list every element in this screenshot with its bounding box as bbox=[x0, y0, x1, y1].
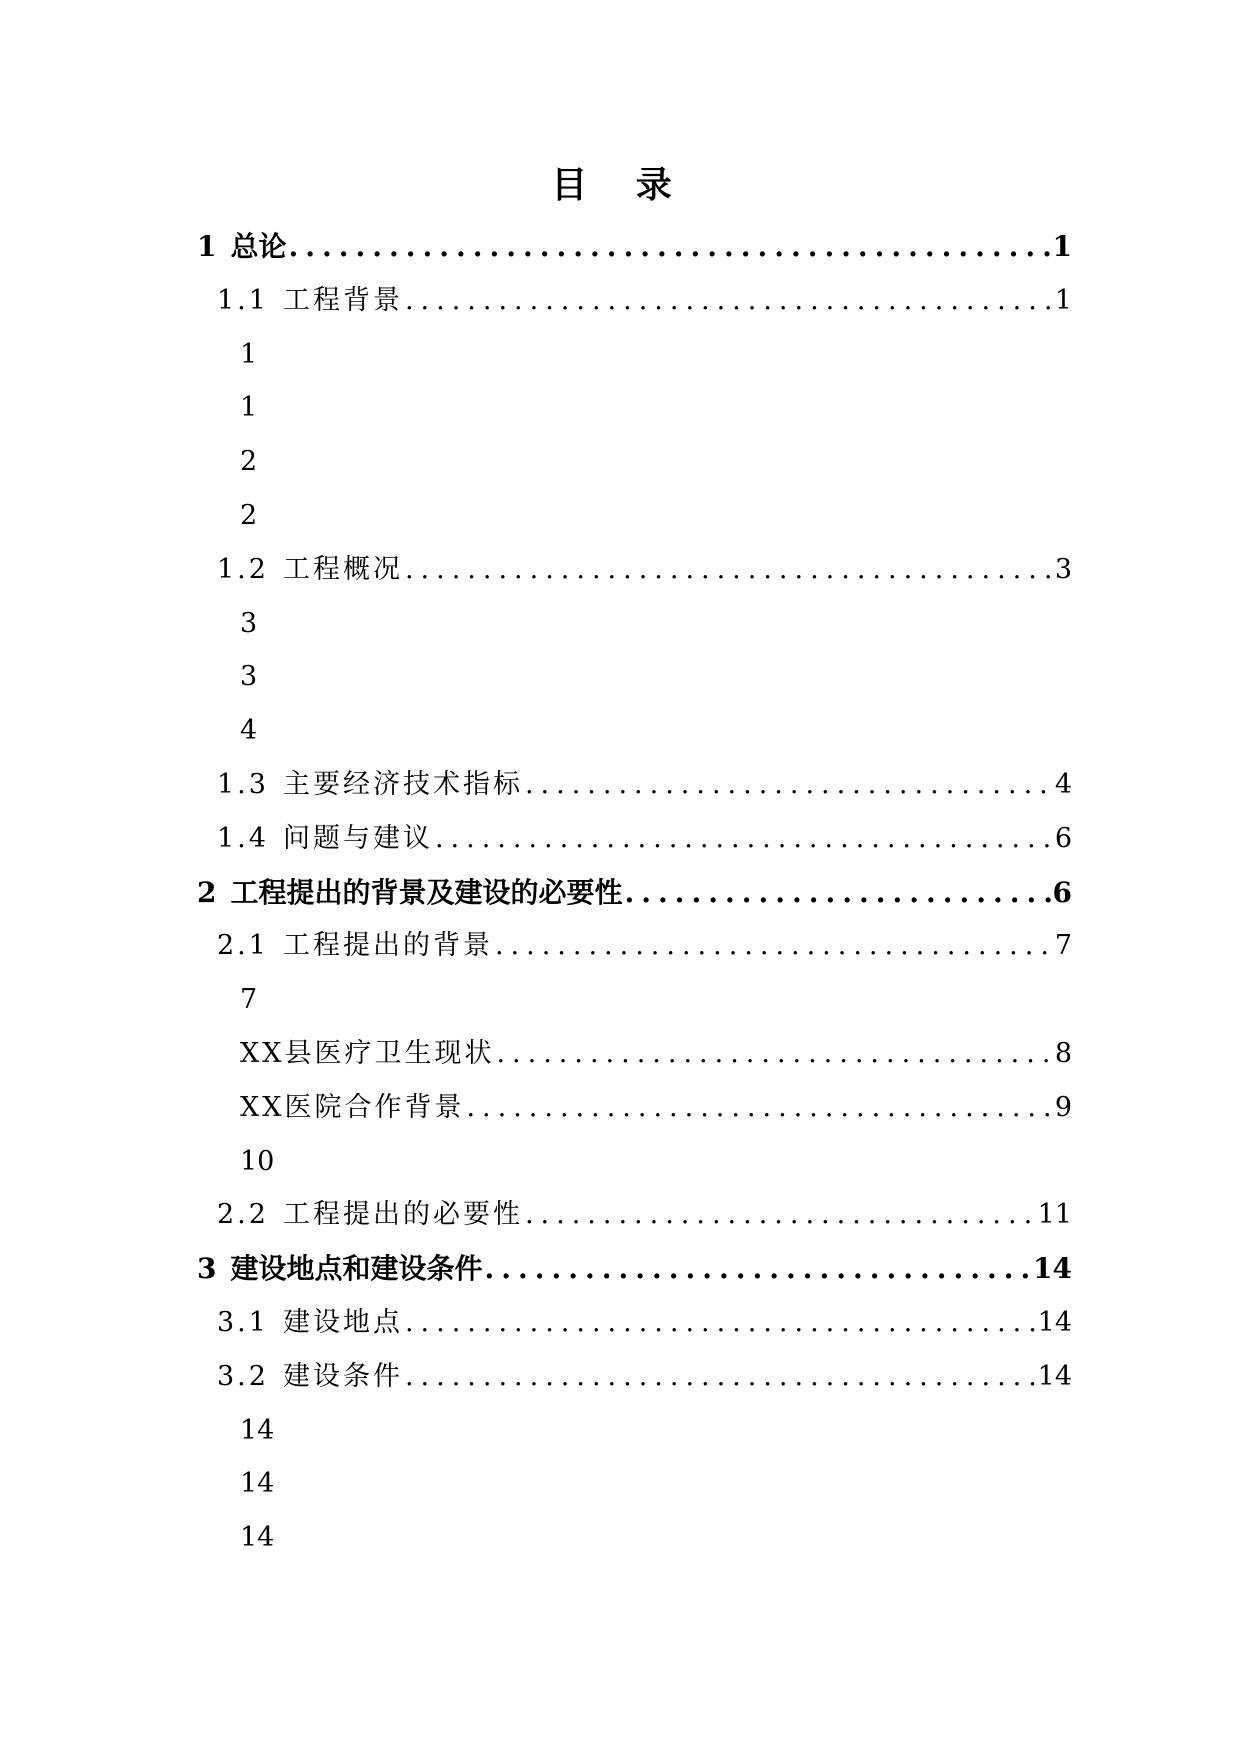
toc-entry-label: 建设地点和建设条件 bbox=[230, 1252, 483, 1286]
toc-dot-leader bbox=[289, 227, 1051, 267]
toc-entry-page: 7 bbox=[1054, 930, 1072, 962]
toc-entry[interactable] bbox=[240, 1142, 1072, 1182]
toc-entry-page: 14 bbox=[1037, 1360, 1072, 1392]
toc-entry[interactable] bbox=[240, 1518, 1072, 1558]
toc-entry-label: 总论 bbox=[230, 230, 287, 263]
toc-entry-page: 3 bbox=[240, 661, 258, 693]
toc-entry-page: 14 bbox=[240, 1522, 275, 1554]
toc-entry-label: 工程提出的背景及建设的必要性 bbox=[230, 875, 623, 909]
toc-entry[interactable] bbox=[240, 1411, 1072, 1451]
toc-entry[interactable] bbox=[217, 550, 1072, 590]
toc-entry-number: 2.2 bbox=[217, 1199, 269, 1231]
toc-entry-label: 建设地点 bbox=[282, 1307, 403, 1338]
toc-dot-leader bbox=[405, 1357, 1036, 1397]
toc-dot-leader bbox=[466, 1088, 1052, 1128]
toc-entry[interactable] bbox=[240, 1034, 1072, 1074]
toc-entry-label: 主要经济技术指标 bbox=[282, 769, 523, 800]
toc-entry-page: 2 bbox=[240, 500, 258, 531]
toc-entry[interactable] bbox=[240, 711, 1072, 751]
toc-entry[interactable] bbox=[217, 1303, 1072, 1343]
toc-entry-number: 3.2 bbox=[217, 1360, 269, 1392]
toc-dot-leader bbox=[525, 1195, 1036, 1235]
toc-entry[interactable] bbox=[240, 442, 1072, 482]
toc-entry-page: 7 bbox=[240, 984, 258, 1016]
toc-entry-page: 3 bbox=[1054, 553, 1072, 585]
toc-entry-page: 4 bbox=[240, 715, 258, 747]
toc-entry-page: 1 bbox=[240, 338, 258, 370]
toc-entry-label: 工程概况 bbox=[282, 553, 403, 585]
toc-entry[interactable] bbox=[217, 819, 1072, 859]
toc-entry-page: 3 bbox=[240, 607, 258, 639]
toc-entry-page: 1 bbox=[240, 392, 258, 424]
toc-entry-label: XX县医疗卫生现状 bbox=[240, 1038, 495, 1069]
toc-dot-leader bbox=[405, 1303, 1036, 1343]
toc-entry-label: 问题与建议 bbox=[282, 822, 433, 854]
toc-entry[interactable] bbox=[240, 657, 1072, 697]
toc-entry-number: 1.2 bbox=[217, 553, 269, 585]
toc-entry-page: 10 bbox=[240, 1145, 275, 1177]
toc-dot-leader bbox=[525, 765, 1053, 805]
toc-entry-page: 1 bbox=[1052, 230, 1072, 263]
toc-entry-page: 14 bbox=[240, 1414, 275, 1446]
toc-entry[interactable] bbox=[240, 496, 1072, 536]
toc-entry-page: 9 bbox=[1054, 1091, 1072, 1123]
toc-entry-number: 1.4 bbox=[217, 822, 269, 854]
toc-dot-leader bbox=[405, 281, 1053, 321]
toc-entry[interactable] bbox=[197, 227, 1072, 267]
toc-entry-number: 2.1 bbox=[217, 930, 269, 962]
toc-entry[interactable] bbox=[217, 1357, 1072, 1397]
toc-entry-page: 4 bbox=[1054, 769, 1072, 800]
toc-dot-leader bbox=[495, 926, 1053, 966]
toc-entry-page: 1 bbox=[1054, 284, 1072, 316]
toc-dot-leader bbox=[405, 550, 1053, 590]
toc-entry[interactable] bbox=[240, 1464, 1072, 1504]
page-title: 目 录 bbox=[551, 164, 690, 206]
toc-entry-page: 14 bbox=[1037, 1307, 1072, 1338]
toc-dot-leader bbox=[496, 1034, 1052, 1074]
toc-entry[interactable] bbox=[197, 1249, 1072, 1289]
toc-entry[interactable] bbox=[240, 604, 1072, 644]
toc-entry-label: 工程提出的背景 bbox=[282, 930, 493, 962]
toc-dot-leader bbox=[625, 873, 1051, 913]
toc-entry[interactable] bbox=[217, 765, 1072, 805]
toc-entry-label: 工程提出的必要性 bbox=[282, 1199, 523, 1231]
toc-entry-page: 14 bbox=[240, 1468, 275, 1500]
toc-dot-leader bbox=[435, 819, 1053, 859]
toc-entry-page: 2 bbox=[240, 446, 258, 478]
toc-entry[interactable] bbox=[240, 335, 1072, 375]
toc-entry-label: 建设条件 bbox=[282, 1360, 403, 1392]
toc-entry-number: 3 bbox=[197, 1252, 217, 1286]
toc-entry[interactable] bbox=[197, 873, 1072, 913]
toc-entry-page: 8 bbox=[1054, 1038, 1072, 1069]
toc-entry-label: 工程背景 bbox=[282, 284, 403, 316]
toc-entry[interactable] bbox=[240, 1088, 1072, 1128]
toc-entry-number: 1 bbox=[197, 230, 217, 263]
toc-entry-number: 1.1 bbox=[217, 284, 269, 316]
toc-entry-page: 11 bbox=[1037, 1199, 1072, 1231]
toc-entry[interactable] bbox=[240, 980, 1072, 1020]
toc-entry-page: 6 bbox=[1052, 875, 1072, 909]
toc-entry[interactable] bbox=[217, 281, 1072, 321]
toc-entry-number: 3.1 bbox=[217, 1307, 269, 1338]
toc-entry[interactable] bbox=[217, 1195, 1072, 1235]
toc-entry-number: 2 bbox=[197, 875, 217, 909]
toc-entry[interactable] bbox=[240, 388, 1072, 428]
toc-dot-leader bbox=[485, 1249, 1032, 1289]
toc-entry-label: XX医院合作背景 bbox=[240, 1091, 465, 1123]
toc-entry-page: 6 bbox=[1054, 822, 1072, 854]
toc-entry-number: 1.3 bbox=[217, 769, 269, 800]
toc-entry[interactable] bbox=[217, 926, 1072, 966]
toc-entry-page: 14 bbox=[1033, 1252, 1072, 1286]
